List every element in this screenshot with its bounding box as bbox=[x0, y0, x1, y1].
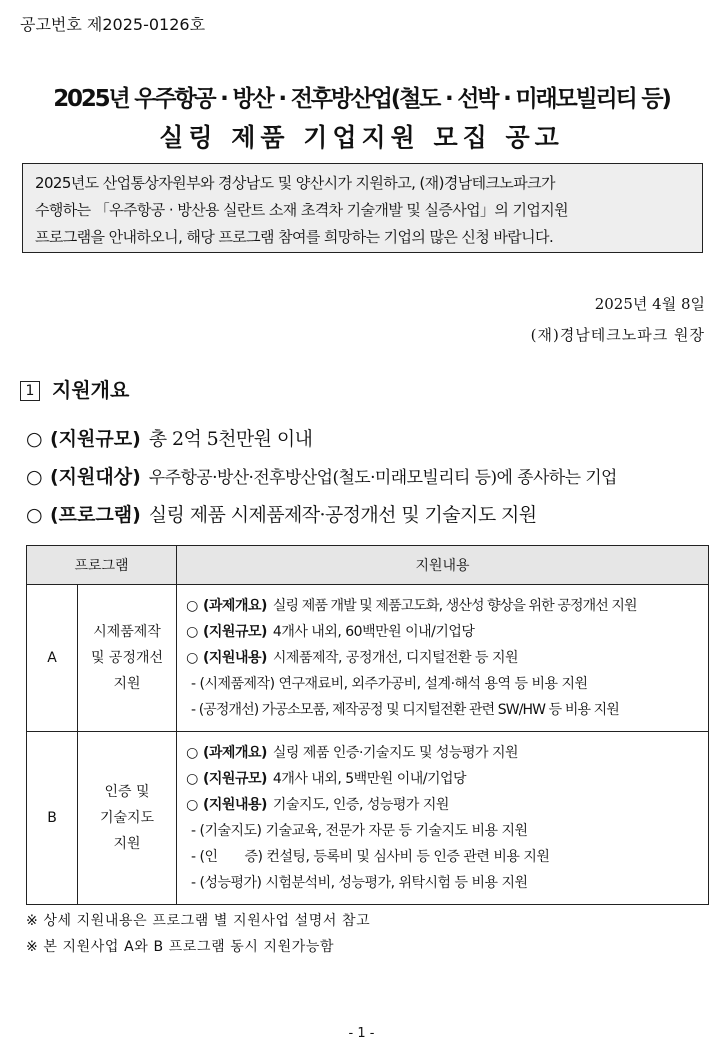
issuer: (재)경남테크노파크 원장 bbox=[530, 326, 705, 344]
circle-bullet-icon: ○ bbox=[26, 504, 43, 526]
detail-value: 실링 제품 개발 및 제품고도화, 생산성 향상을 위한 공정개선 지원 bbox=[272, 598, 637, 614]
program-letter: B bbox=[27, 732, 78, 905]
detail-value: 실링 제품 인증·기술지도 및 성능평가 지원 bbox=[272, 745, 519, 761]
bullet-value: 우주항공·방산·전후방산업(철도·미래모빌리티 등)에 종사하는 기업 bbox=[148, 468, 617, 488]
detail-key: (지원규모) bbox=[203, 771, 267, 787]
overview-bullet bbox=[26, 424, 312, 451]
page-number: - 1 - bbox=[348, 1026, 375, 1041]
detail-value: 4개사 내외, 60백만원 이내/기업당 bbox=[272, 624, 475, 640]
header-program: 프로그램 bbox=[27, 546, 177, 585]
footnote: ※ 상세 지원내용은 프로그램 별 지원사업 설명서 참고 bbox=[26, 913, 371, 929]
intro-line: 수행하는 「우주항공 · 방산용 실란트 소재 초격차 기술개발 및 실증사업」의 기업지원 bbox=[35, 201, 569, 219]
title-line-2: 실링 제품 기업지원 모집 공고 bbox=[159, 123, 564, 152]
detail-subitem: - (성능평가) 시험분석비, 성능평가, 위탁시험 등 비용 지원 bbox=[191, 875, 528, 891]
overview-bullet bbox=[26, 500, 537, 527]
circle-bullet-icon: ○ bbox=[186, 797, 198, 813]
bullet-key: (지원규모) bbox=[50, 428, 141, 450]
section-title: 지원개요 bbox=[52, 378, 130, 402]
circle-bullet-icon: ○ bbox=[186, 624, 198, 640]
detail-subitem: - (인 증) 컨설팅, 등록비 및 심사비 등 인증 관련 비용 지원 bbox=[191, 849, 550, 865]
bullet-value: 총 2억 5천만원 이내 bbox=[148, 428, 313, 450]
detail-value: 기술지도, 인증, 성능평가 지원 bbox=[272, 797, 449, 813]
program-details bbox=[177, 585, 709, 732]
bullet-value: 실링 제품 시제품제작·공정개선 및 기술지도 지원 bbox=[148, 504, 537, 526]
detail-item bbox=[181, 740, 704, 766]
announcement-date: 2025년 4월 8일 bbox=[594, 295, 705, 313]
detail-item bbox=[181, 619, 704, 645]
detail-item bbox=[181, 766, 704, 792]
detail-key: (과제개요) bbox=[203, 745, 267, 761]
circle-bullet-icon: ○ bbox=[186, 650, 198, 666]
program-name-line: 지원 bbox=[113, 676, 141, 692]
section-heading bbox=[20, 374, 129, 403]
table-header-row bbox=[27, 546, 709, 585]
footnote: ※ 본 지원사업 A와 B 프로그램 동시 지원가능함 bbox=[26, 939, 335, 955]
detail-key: (지원내용) bbox=[203, 797, 267, 813]
detail-key: (지원규모) bbox=[203, 624, 267, 640]
program-name-line: 시제품제작 bbox=[93, 624, 161, 640]
section-number: 1 bbox=[20, 381, 40, 401]
header-support: 지원내용 bbox=[177, 546, 709, 585]
circle-bullet-icon: ○ bbox=[26, 428, 43, 450]
program-name-line: 지원 bbox=[113, 836, 141, 852]
program-details bbox=[177, 732, 709, 905]
program-name-line: 및 공정개선 bbox=[90, 650, 164, 666]
detail-key: (지원내용) bbox=[203, 650, 267, 666]
program-letter: A bbox=[27, 585, 78, 732]
detail-subitem: - (시제품제작) 연구재료비, 외주가공비, 설계·해석 용역 등 비용 지원 bbox=[191, 676, 588, 692]
table-row bbox=[27, 585, 709, 732]
detail-item bbox=[181, 792, 704, 818]
circle-bullet-icon: ○ bbox=[186, 745, 198, 761]
program-name-line: 인증 및 bbox=[104, 784, 150, 800]
detail-value: 시제품제작, 공정개선, 디지털전환 등 지원 bbox=[272, 650, 519, 666]
circle-bullet-icon: ○ bbox=[186, 771, 198, 787]
program-table bbox=[26, 545, 709, 905]
bullet-key: (지원대상) bbox=[50, 466, 141, 488]
circle-bullet-icon: ○ bbox=[186, 598, 198, 614]
bullet-key: (프로그램) bbox=[50, 504, 141, 526]
program-name bbox=[78, 585, 177, 732]
detail-subitem: - (기술지도) 기술교육, 전문가 자문 등 기술지도 비용 지원 bbox=[191, 823, 528, 839]
table-row bbox=[27, 732, 709, 905]
detail-subitem: - (공정개선) 가공소모품, 제작공정 및 디지털전환 관련 SW/HW 등 비용 지원 bbox=[191, 702, 619, 718]
title-line-1: 2025년 우주항공 · 방산 · 전후방산업(철도 · 선박 · 미래모빌리티 등) bbox=[53, 86, 670, 112]
program-name-line: 기술지도 bbox=[99, 810, 155, 826]
detail-key: (과제개요) bbox=[203, 598, 267, 614]
circle-bullet-icon: ○ bbox=[26, 466, 43, 488]
overview-bullet bbox=[26, 462, 617, 489]
intro-box bbox=[22, 163, 703, 253]
detail-item bbox=[181, 593, 704, 619]
detail-item bbox=[181, 645, 704, 671]
intro-line: 2025년도 산업통상자원부와 경상남도 및 양산시가 지원하고, (재)경남테크노파크가 bbox=[35, 174, 555, 192]
detail-value: 4개사 내외, 5백만원 이내/기업당 bbox=[272, 771, 467, 787]
program-name bbox=[78, 732, 177, 905]
notice-number: 공고번호 제2025-0126호 bbox=[20, 15, 206, 34]
intro-line: 프로그램을 안내하오니, 해당 프로그램 참여를 희망하는 기업의 많은 신청 바랍니다. bbox=[35, 228, 554, 246]
